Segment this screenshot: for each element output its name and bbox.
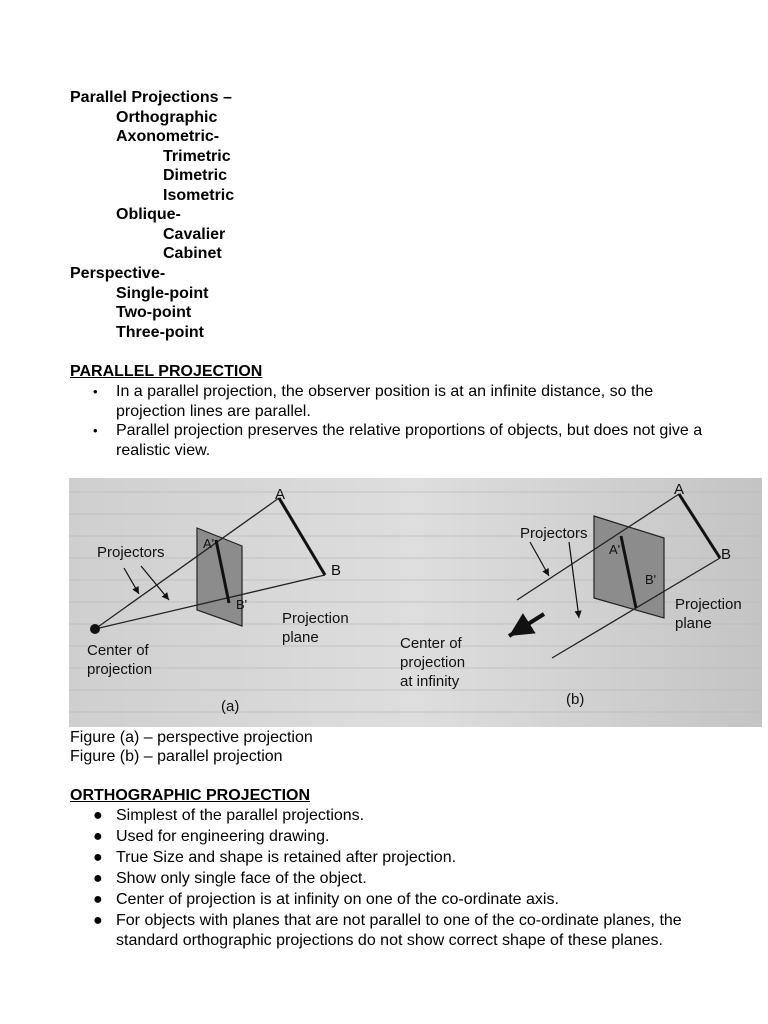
- label-a-b: A: [674, 481, 685, 498]
- figure-svg: [69, 478, 762, 727]
- outline-dimetric: Dimetric: [163, 167, 228, 184]
- label-plane-b-1: Projection: [675, 596, 742, 613]
- label-projectors-a: Projectors: [97, 544, 165, 561]
- heading-parallel-projection: PARALLEL PROJECTION: [70, 363, 263, 380]
- label-center-b-3: at infinity: [400, 673, 460, 690]
- bullet-marker: •: [93, 384, 98, 399]
- label-b-b: B: [721, 546, 732, 563]
- outline-perspective: Perspective-: [70, 265, 166, 282]
- bullet-marker: ●: [93, 807, 103, 824]
- ortho-bullet-3: True Size and shape is retained after projection.: [116, 849, 457, 866]
- outline-isometric: Isometric: [163, 187, 235, 204]
- label-center-a-1: Center of: [87, 642, 149, 659]
- caption-figure-b: Figure (b) – parallel projection: [70, 748, 283, 765]
- outline-trimetric: Trimetric: [163, 148, 231, 165]
- label-plane-a-2: plane: [282, 629, 319, 646]
- bullet-marker: ●: [93, 912, 103, 929]
- label-plane-a-1: Projection: [282, 610, 349, 627]
- label-center-b-2: projection: [400, 654, 466, 671]
- bullet-marker: ●: [93, 891, 103, 908]
- outline-three-point: Three-point: [116, 324, 204, 341]
- outline-orthographic: Orthographic: [116, 109, 218, 126]
- label-aprime-a: A': [203, 536, 215, 551]
- parallel-bullet-1: In a parallel projection, the observer position is at an infinite distance, so the projection lines are parallel.: [116, 383, 654, 420]
- label-aprime-b: A': [609, 542, 621, 557]
- bullet-marker: ●: [93, 870, 103, 887]
- bullet-marker: ●: [93, 828, 103, 845]
- ortho-bullet-4: Show only single face of the object.: [116, 870, 367, 887]
- ortho-bullet-1: Simplest of the parallel projections.: [116, 807, 365, 824]
- outline-cabinet: Cabinet: [163, 245, 222, 262]
- ortho-bullet-5: Center of projection is at infinity on one of the co-ordinate axis.: [116, 891, 559, 908]
- parallel-bullet-2: Parallel projection preserves the relative proportions of objects, but does not give a realistic view.: [116, 422, 703, 459]
- caption-figure-a: Figure (a) – perspective projection: [70, 729, 313, 746]
- label-center-a-2: projection: [87, 661, 153, 678]
- outline-single-point: Single-point: [116, 285, 209, 302]
- outline-axonometric: Axonometric-: [116, 128, 220, 145]
- label-plane-b-2: plane: [675, 615, 712, 632]
- tag-a: (a): [221, 698, 240, 715]
- ortho-bullet-2: Used for engineering drawing.: [116, 828, 330, 845]
- ortho-bullet-6: For objects with planes that are not parallel to one of the co-ordinate planes, the standard orthographic projections do not show correct shape of these planes.: [116, 912, 682, 949]
- outline-oblique: Oblique-: [116, 206, 181, 223]
- label-a-a: A: [275, 486, 286, 503]
- projection-figure: [69, 478, 762, 727]
- center-of-projection-point: [90, 624, 100, 634]
- bullet-marker: ●: [93, 849, 103, 866]
- outline-parallel: Parallel Projections –: [70, 89, 232, 106]
- tag-b: (b): [566, 691, 585, 708]
- heading-orthographic-projection: ORTHOGRAPHIC PROJECTION: [70, 787, 311, 804]
- label-b-a: B: [331, 562, 342, 579]
- label-bprime-b: B': [645, 572, 657, 587]
- bullet-marker: •: [93, 423, 98, 438]
- outline-cavalier: Cavalier: [163, 226, 226, 243]
- outline-two-point: Two-point: [116, 304, 192, 321]
- label-projectors-b: Projectors: [520, 525, 588, 542]
- label-center-b-1: Center of: [400, 635, 462, 652]
- label-bprime-a: B': [236, 597, 248, 612]
